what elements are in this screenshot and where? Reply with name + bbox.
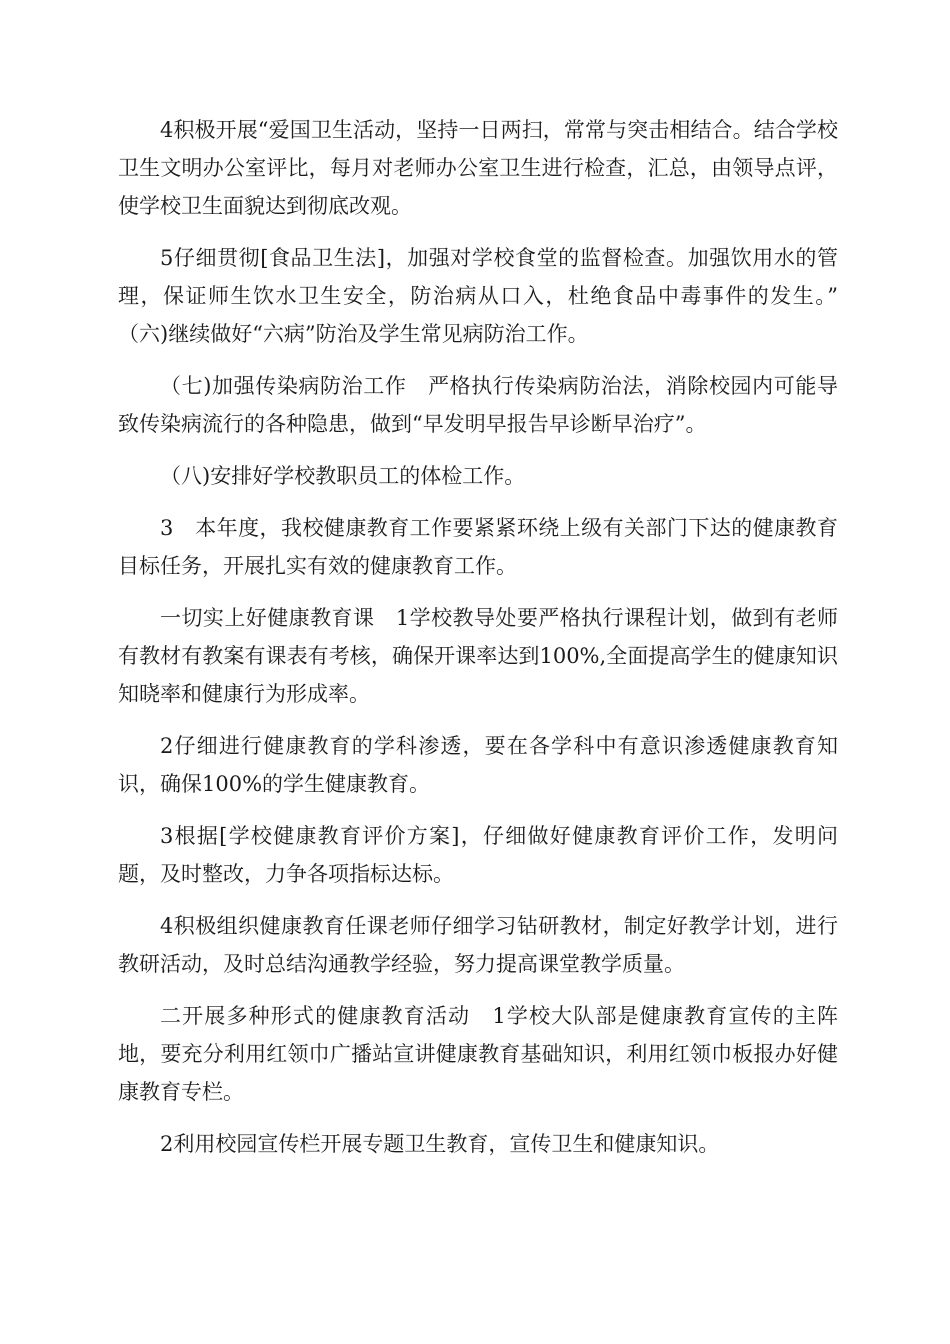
paragraph-hygiene-activity: 4积极开展“爱国卫生活动，坚持一日两扫，常常与突击相结合。结合学校卫生文明办公室评比，每月对老师办公室卫生进行检查，汇总，由领导点评，使学校卫生面貌达到彻底改观。 <box>118 118 838 218</box>
paragraph-evaluation: 3根据[学校健康教育评价方案]，仔细做好健康教育评价工作，发明问题，及时整改，力争各项指标达标。 <box>118 824 838 886</box>
paragraph-infectious-disease: （七)加强传染病防治工作 严格执行传染病防治法，消除校园内可能导致传染病流行的各种隐患，做到“早发明早报告早诊断早治疗”。 <box>118 374 838 436</box>
document-body <box>118 111 859 1177</box>
paragraph-health-course: 一切实上好健康教育课 1学校教导处要严格执行课程计划，做到有老师有教材有教案有课表有考核，确保开课率达到100%,全面提高学生的健康知识知晓率和健康行为形成率。 <box>118 606 838 706</box>
paragraph-teacher-training: 4积极组织健康教育任课老师仔细学习钻研教材，制定好教学计划，进行教研活动，及时总结沟通教学经验，努力提高课堂教学质量。 <box>118 914 838 976</box>
paragraph-activities: 二开展多种形式的健康教育活动 1学校大队部是健康教育宣传的主阵地，要充分利用红领巾广播站宣讲健康教育基础知识，利用红领巾板报办好健康教育专栏。 <box>118 1004 838 1104</box>
paragraph-health-education-goal: 3 本年度，我校健康教育工作要紧紧环绕上级有关部门下达的健康教育目标任务，开展扎实有效的健康教育工作。 <box>118 516 838 578</box>
paragraph-bulletin-board: 2利用校园宣传栏开展专题卫生教育，宣传卫生和健康知识。 <box>160 1132 720 1156</box>
paragraph-food-hygiene: 5仔细贯彻[食品卫生法]，加强对学校食堂的监督检查。加强饮用水的管理，保证师生饮水卫生安全，防治病从口入，杜绝食品中毒事件的发生。” （六)继续做好“六病”防治及学生常见病防治工作。 <box>118 246 859 346</box>
paragraph-staff-checkup: （八)安排好学校教职员工的体检工作。 <box>160 464 526 488</box>
paragraph-subject-integration: 2仔细进行健康教育的学科渗透，要在各学科中有意识渗透健康教育知识，确保100%的学生健康教育。 <box>118 734 838 796</box>
